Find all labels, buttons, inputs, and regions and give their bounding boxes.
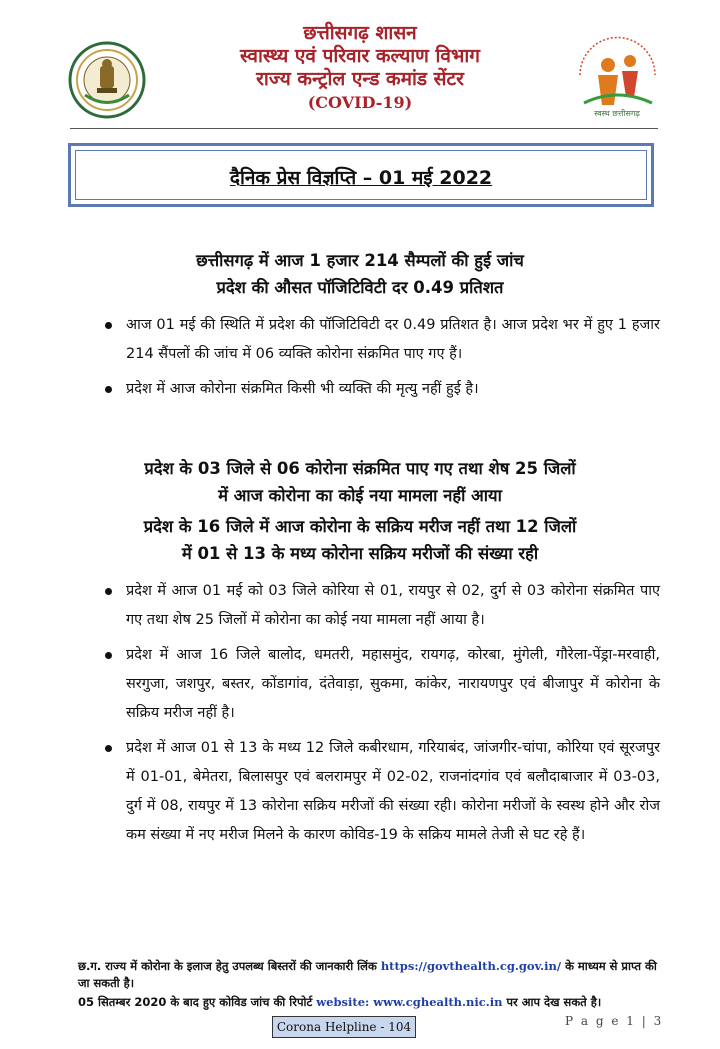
control-center-name: राज्य कन्ट्रोल एन्ड कमांड सेंटर (256, 68, 464, 90)
footer-line-report: 05 सितम्बर 2020 के बाद हुए कोविड जांच की रिपोर्ट website: www.cghealth.nic.in पर आप देख सकते है। (78, 995, 602, 1009)
section1-bullets (100, 311, 660, 404)
helpline-box: Corona Helpline - 104 (272, 1016, 416, 1038)
section1-headline (70, 247, 650, 301)
govt-name: छत्तीसगढ़ शासन (303, 22, 417, 44)
press-release-title: दैनिक प्रेस विज्ञप्ति – 01 मई 2022 (229, 167, 493, 189)
headline-line: प्रदेश की औसत पॉजिटिविटी दर 0.49 प्रतिशत (216, 278, 504, 297)
covid-tag: (COVID-19) (307, 93, 413, 112)
footer-line-beds: छ.ग. राज्य में कोरोना के इलाज हेतु उपलब्ध बिस्तरों की जानकारी लिंक https://govthealth.cg.gov.in/ के माध्यम से प्राप्त की जा सकती है। (78, 959, 657, 990)
list-item: प्रदेश में आज 01 मई को 03 जिले कोरिया से 01, रायपुर से 02, दुर्ग से 03 कोरोना संक्रमित पाए गए तथा शेष 25 जिलों में कोरोना का कोई नया मामला नहीं आया है। (100, 577, 660, 635)
title-box (68, 143, 654, 207)
chhattisgarh-emblem-icon (67, 40, 147, 120)
list-item: प्रदेश में आज 16 जिले बालोद, धमतरी, महासमुंद, रायगढ़, कोरबा, मुंगेली, गौरेला-पेंड्रा-मरवाही, सरगुजा, जशपुर, बस्तर, कोंडागांव, दंतेवाड़ा, सुकमा, कांकेर, नारायणपुर एवं बीजापुर में कोरोना के सक्रिय मरीज नहीं है। (100, 641, 660, 728)
headline-line: में 01 से 13 के मध्य कोरोना सक्रिय मरीजों की संख्या रही (181, 544, 539, 563)
section2-headline (60, 455, 660, 567)
header-divider (70, 128, 658, 129)
swasth-chhattisgarh-logo-icon (570, 35, 665, 120)
headline-line: छत्तीसगढ़ में आज 1 हजार 214 सैम्पलों की हुई जांच (196, 251, 524, 270)
logo-caption: स्वस्थ छत्तीसगढ़ (594, 109, 640, 118)
department-name: स्वास्थ्य एवं परिवार कल्याण विभाग (240, 45, 480, 67)
headline-line: प्रदेश के 16 जिले में आज कोरोना के सक्रिय मरीज नहीं तथा 12 जिलों (143, 517, 577, 536)
document-header (0, 0, 720, 130)
list-item: प्रदेश में आज कोरोना संक्रमित किसी भी व्यक्ति की मृत्यु नहीं हुई है। (100, 375, 660, 404)
headline-line: प्रदेश के 03 जिले से 06 कोरोना संक्रमित पाए गए तथा शेष 25 जिलों (144, 459, 576, 478)
report-link[interactable]: website: www.cghealth.nic.in (316, 995, 503, 1009)
list-item: प्रदेश में आज 01 से 13 के मध्य 12 जिले कबीरधाम, गरियाबंद, जांजगीर-चांपा, कोरिया एवं सूरजपुर में 01-01, बेमेतरा, बिलासपुर एवं बलरामपुर में 02-02, राजनांदगांव एवं बलौदाबाजार में 03-03, दुर्ग में 08, रायपुर में 13 कोरोना सक्रिय मरीजों की संख्या रही। कोरोना मरीजों के स्वस्थ होने और रोज कम संख्या में नए मरीज मिलने के कारण कोविड-19 के सक्रिय मामले तेजी से घट रहे हैं। (100, 734, 660, 850)
beds-link[interactable]: https://govthealth.cg.gov.in/ (380, 959, 562, 973)
section2-bullets (100, 577, 660, 850)
headline-line: में आज कोरोना का कोई नया मामला नहीं आया (218, 486, 502, 505)
page-number: P a g e 1 | 3 (565, 1014, 664, 1028)
list-item: आज 01 मई की स्थिति में प्रदेश की पॉजिटिविटी दर 0.49 प्रतिशत है। आज प्रदेश भर में हुए 1 हजार 214 सैंपलों की जांच में 06 व्यक्ति कोरोना संक्रमित पाए गए हैं। (100, 311, 660, 369)
footer-notes (78, 958, 660, 1011)
